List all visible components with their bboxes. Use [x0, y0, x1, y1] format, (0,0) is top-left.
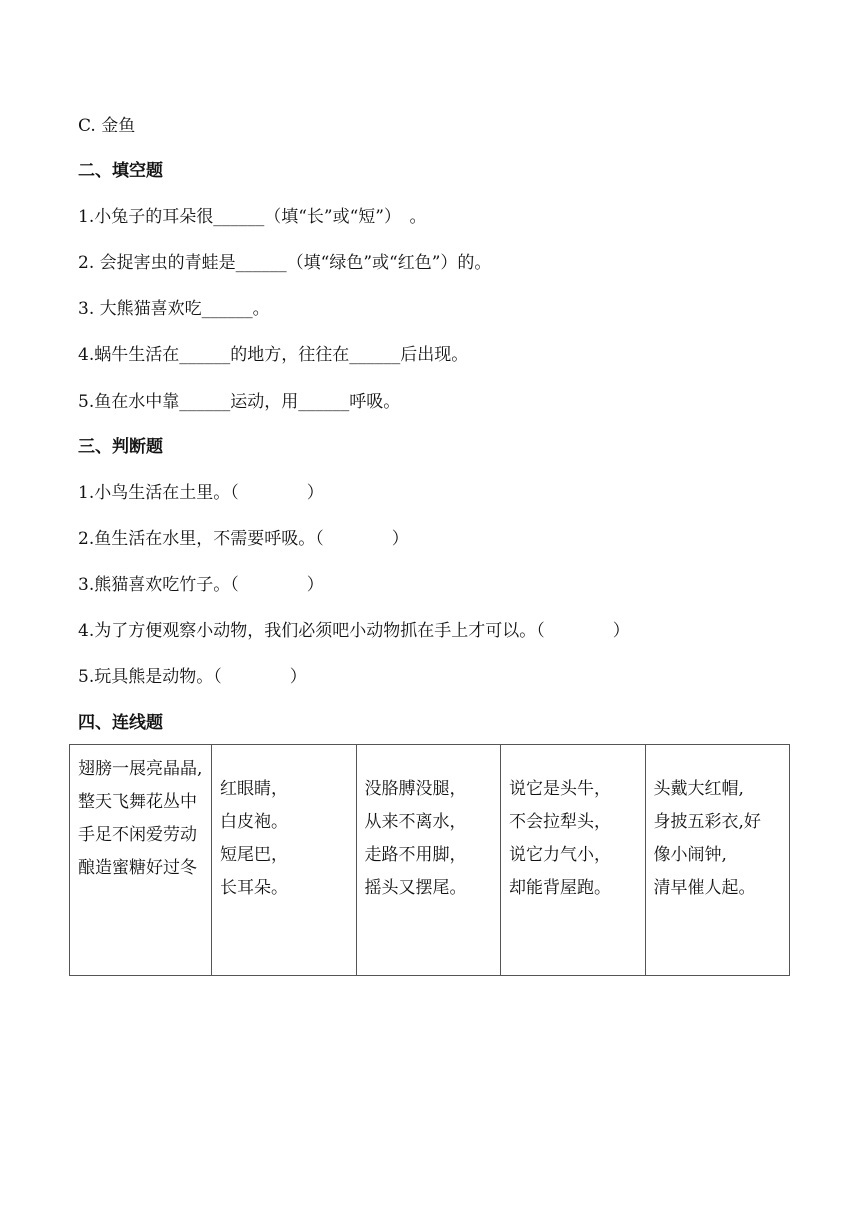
riddle-line: 头戴大红帽,: [653, 779, 744, 799]
riddle-line: 走路不用脚，: [364, 845, 467, 865]
fill-question-5: 5.鱼在水中靠______运动，用______呼吸。: [78, 392, 401, 412]
judge-question-2: 2.鱼生活在水里，不需要呼吸。（ ）: [78, 529, 409, 549]
judge-question-1: 1.小鸟生活在土里。（ ）: [78, 483, 324, 503]
riddle-line: 像小闹钟,: [653, 845, 727, 865]
riddle-line: 白皮袍。: [220, 812, 288, 832]
riddle-line: 从来不离水，: [364, 812, 467, 832]
judge-question-5: 5.玩具熊是动物。（ ）: [78, 667, 307, 687]
riddle-cell-bee: 翅膀一展亮晶晶,整天飞舞花丛中手足不闲爱劳动酿造蜜糖好过冬: [70, 745, 212, 976]
riddle-line: 不会拉犁头，: [509, 812, 611, 832]
matching-row: [70, 745, 790, 976]
option-c: C. 金鱼: [78, 116, 136, 136]
judge-question-3: 3.熊猫喜欢吃竹子。（ ）: [78, 575, 324, 595]
riddle-line: 摇头又摆尾。: [364, 878, 467, 898]
section-title-fill-in: 二、填空题: [78, 161, 163, 181]
fill-question-1: 1.小兔子的耳朵很______（填“长”或“短”） 。: [78, 207, 427, 227]
fill-question-2: 2. 会捉害虫的青蛙是______（填“绿色”或“红色”）的。: [78, 253, 492, 273]
riddle-line: 长耳朵。: [220, 878, 288, 898]
riddle-cell-rabbit: [212, 745, 357, 976]
riddle-line: 说它是头牛，: [509, 779, 611, 799]
riddle-line: 没胳膊没腿，: [364, 779, 467, 799]
fill-question-4: 4.蜗牛生活在______的地方，往往在______后出现。: [78, 345, 469, 365]
riddle-line: 身披五彩衣,好: [653, 812, 761, 832]
riddle-cell-snail: [501, 745, 646, 976]
riddle-cell-rooster: [645, 745, 790, 976]
riddle-line: 说它力气小，: [509, 845, 611, 865]
section-title-true-false: 三、判断题: [78, 437, 163, 457]
riddle-line: 短尾巴，: [220, 845, 288, 865]
riddle-line: 清早催人起。: [653, 878, 756, 898]
matching-table: [69, 744, 790, 976]
section-title-matching: 四、连线题: [78, 713, 163, 733]
riddle-cell-fish: [356, 745, 501, 976]
fill-question-3: 3. 大熊猫喜欢吃______。: [78, 299, 270, 319]
riddle-line: 却能背屋跑。: [509, 878, 611, 898]
judge-question-4: 4.为了方便观察小动物，我们必须吧小动物抓在手上才可以。（ ）: [78, 621, 630, 641]
riddle-line: 红眼睛，: [220, 779, 288, 799]
